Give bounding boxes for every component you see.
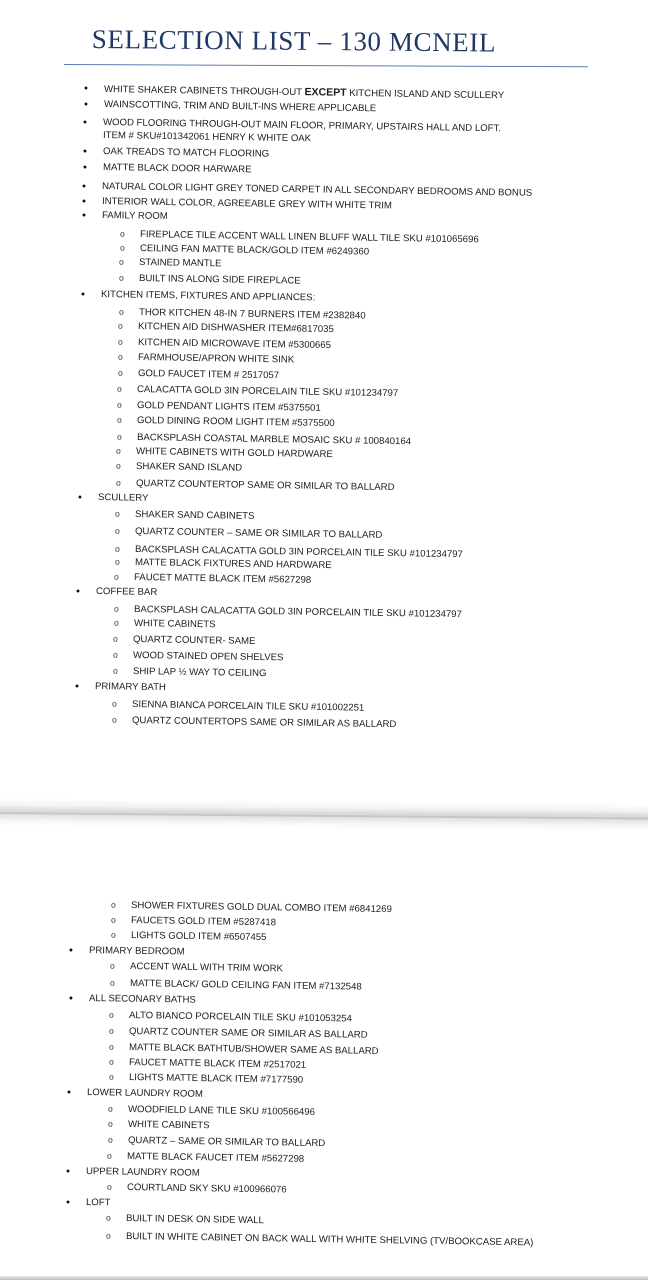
item-text: NATURAL COLOR LIGHT GREY TONED CARPET IN ALL SECONDARY BEDROOMS AND BONUS — [102, 181, 533, 199]
sub-list-item — [127, 1151, 304, 1166]
item-text: WOOD FLOORING THROUGH-OUT MAIN FLOOR, PRIMARY, UPSTAIRS HALL AND LOFT. — [103, 117, 502, 135]
list-item — [96, 586, 157, 599]
sub-list-item — [133, 650, 284, 664]
sub-list-item — [131, 900, 392, 916]
item-text: WOODFIELD LANE TILE SKU #100566496 — [127, 1104, 316, 1118]
sub-list-item — [136, 461, 242, 475]
item-text: BUILT IN WHITE CABINET ON BACK WALL WITH WHITE SHELVING (TV/BOOKCASE AREA) — [126, 1231, 534, 1249]
sub-list-item — [129, 1057, 306, 1072]
title-underline — [64, 64, 588, 67]
item-text: SHAKER SAND CABINETS — [135, 509, 255, 522]
item-text: MATTE BLACK BATHTUB/SHOWER SAME AS BALLARD — [128, 1042, 379, 1057]
list-item — [86, 1197, 111, 1209]
item-text: GOLD FAUCET ITEM # 2517057 — [137, 368, 279, 382]
item-text: QUARTZ COUNTER – SAME OR SIMILAR TO BALLARD — [135, 526, 383, 541]
item-text: BUILT INS ALONG SIDE FIREPLACE — [138, 273, 301, 287]
item-text: FAMILY ROOM — [101, 210, 168, 223]
sub-list-item — [138, 307, 365, 323]
list-item — [101, 289, 315, 304]
item-text: KITCHEN AID DISHWASHER ITEM#6817035 — [138, 321, 335, 336]
item-text: PRIMARY BATH — [94, 681, 166, 694]
sub-list-item — [139, 257, 222, 270]
sub-list-item — [135, 526, 383, 542]
sub-list-item — [130, 930, 266, 944]
sub-list-item — [130, 978, 362, 994]
sub-list-item — [128, 1104, 315, 1119]
list-item — [86, 1166, 200, 1180]
list-item — [89, 993, 196, 1007]
sub-list-item — [133, 666, 267, 680]
list-item — [104, 99, 376, 115]
item-text: SHOWER FIXTURES GOLD DUAL COMBO ITEM #6841269 — [130, 900, 392, 916]
item-text: THOR KITCHEN 48-IN 7 BURNERS ITEM #2382840 — [138, 307, 366, 322]
sub-list-item — [135, 509, 255, 523]
sub-list-item — [132, 699, 364, 715]
item-text: QUARTZ – SAME OR SIMILAR TO BALLARD — [127, 1135, 325, 1150]
item-text: STAINED MANTLE — [139, 257, 222, 270]
sub-list-item — [138, 352, 294, 366]
item-text: ALL SECONARY BATHS — [88, 993, 196, 1006]
item-text: SHIP LAP ½ WAY TO CEILING — [132, 666, 267, 680]
item-text: MATTE BLACK FAUCET ITEM #5627298 — [127, 1151, 305, 1165]
sub-list-item — [136, 446, 333, 461]
item-text: WAINSCOTTING, TRIM AND BUILT-INS WHERE APPLICABLE — [103, 99, 377, 115]
item-text: BACKSPLASH COASTAL MARBLE MOSAIC SKU # 100840164 — [136, 432, 411, 448]
sub-list-item — [129, 1042, 379, 1058]
item-text: BACKSPLASH CALACATTA GOLD 3IN PORCELAIN TILE SKU #101234797 — [133, 604, 462, 621]
sub-list-item — [126, 1231, 534, 1249]
item-text: FARMHOUSE/APRON WHITE SINK — [137, 352, 295, 366]
list-item — [103, 162, 252, 176]
sub-list-item — [139, 273, 301, 288]
item-text: QUARTZ COUNTER SAME OR SIMILAR AS BALLARD — [129, 1026, 368, 1041]
item-text: LIGHTS MATTE BLACK ITEM #7177590 — [128, 1072, 303, 1086]
item-text: UPPER LAUNDRY ROOM — [86, 1166, 200, 1179]
sub-list-item — [134, 618, 216, 631]
sub-list-item — [137, 384, 398, 400]
list-item — [103, 146, 269, 161]
item-text: WOOD STAINED OPEN SHELVES — [133, 650, 284, 664]
item-text: FAUCETS GOLD ITEM #5287418 — [130, 915, 276, 929]
sub-list-item — [128, 1072, 302, 1087]
item-text: FAUCET MATTE BLACK ITEM #2517021 — [128, 1057, 306, 1071]
sub-list-item — [137, 415, 335, 430]
item-text: MATTE BLACK FIXTURES AND HARDWARE — [134, 557, 332, 572]
list-item — [87, 1087, 203, 1101]
sub-list-item — [138, 337, 331, 352]
sub-list-item — [132, 715, 397, 731]
item-text: SHAKER SAND ISLAND — [136, 461, 243, 474]
item-text: GOLD PENDANT LIGHTS ITEM #5375501 — [136, 400, 321, 414]
item-text: QUARTZ COUNTERTOPS SAME OR SIMILAR AS BALLARD — [132, 715, 397, 731]
item-text: INTERIOR WALL COLOR, AGREEABLE GREY WITH WHITE TRIM — [102, 196, 393, 212]
sub-list-item — [130, 961, 283, 975]
item-text-continued: KITCHEN ISLAND AND SCULLERY — [349, 87, 505, 102]
item-text: LOFT — [85, 1197, 111, 1209]
item-text: GOLD DINING ROOM LIGHT ITEM #5375500 — [136, 415, 335, 430]
item-text: BACKSPLASH CALACATTA GOLD 3IN PORCELAIN TILE SKU #101234797 — [134, 544, 463, 561]
sub-list-item — [127, 1135, 324, 1150]
sub-list-item — [128, 1119, 210, 1132]
item-text: CALACATTA GOLD 3IN PORCELAIN TILE SKU #101234797 — [137, 384, 399, 400]
sub-list-item — [135, 557, 332, 572]
list-item — [98, 492, 149, 505]
item-text: QUARTZ COUNTERTOP SAME OR SIMILAR TO BALLARD — [135, 478, 395, 494]
item-text: OAK TREADS TO MATCH FLOORING — [102, 146, 270, 160]
item-text: ACCENT WALL WITH TRIM WORK — [130, 961, 284, 975]
list-item — [95, 681, 166, 694]
item-text: MATTE BLACK DOOR HARWARE — [102, 162, 252, 176]
item-text: LIGHTS GOLD ITEM #6507455 — [130, 930, 267, 944]
item-text: KITCHEN ITEMS, FIXTURES AND APPLIANCES: — [100, 289, 316, 304]
item-text: ITEM # SKU#101342061 HENRY K WHITE OAK — [103, 130, 312, 145]
sub-list-item — [139, 243, 368, 259]
item-text: ALTO BIANCO PORCELAIN TILE SKU #101053254 — [129, 1010, 353, 1025]
item-text: MATTE BLACK/ GOLD CEILING FAN ITEM #7132548 — [129, 978, 362, 993]
item-text: SIENNA BIANCA PORCELAIN TILE SKU #101002251 — [132, 699, 365, 714]
item-text: SCULLERY — [97, 492, 149, 504]
item-text: COFFEE BAR — [96, 586, 158, 598]
document-title: SELECTION LIST – 130 MCNEIL — [91, 24, 497, 58]
bottom-page-edge — [0, 1276, 648, 1280]
sub-list-item — [138, 321, 334, 336]
item-text: COURTLAND SKY SKU #100966076 — [126, 1182, 287, 1196]
sub-list-item — [136, 478, 395, 494]
item-text: WHITE SHAKER CABINETS THROUGH-OUT — [103, 84, 302, 99]
item-text: BUILT IN DESK ON SIDE WALL — [126, 1213, 265, 1227]
sub-list-item — [129, 1026, 368, 1042]
sub-list-item — [133, 634, 256, 648]
item-text: LOWER LAUNDRY ROOM — [87, 1087, 204, 1100]
sub-list-item — [134, 572, 311, 587]
item-text: KITCHEN AID MICROWAVE ITEM #5300665 — [137, 337, 332, 352]
item-text: CEILING FAN MATTE BLACK/GOLD ITEM #6249360 — [139, 243, 369, 258]
list-item — [89, 945, 185, 959]
sub-list-item — [129, 1010, 352, 1025]
item-text: WHITE CABINETS — [127, 1119, 210, 1132]
item-text: QUARTZ COUNTER- SAME — [133, 634, 256, 647]
sub-list-item — [127, 1182, 287, 1197]
sub-list-item — [126, 1213, 264, 1227]
sub-list-item — [137, 368, 278, 382]
item-text: WHITE CABINETS WITH GOLD HARDWARE — [136, 446, 334, 461]
item-text: PRIMARY BEDROOM — [89, 945, 186, 958]
list-item — [103, 130, 311, 145]
item-text: FIREPLACE TILE ACCENT WALL LINEN BLUFF WALL TILE SKU #101065696 — [139, 229, 479, 246]
item-text: FAUCET MATTE BLACK ITEM #5627298 — [134, 572, 312, 586]
emphasis-text: EXCEPT — [304, 86, 347, 99]
sub-list-item — [131, 915, 276, 929]
list-item — [102, 210, 168, 223]
sub-list-item — [137, 400, 321, 415]
item-text: WHITE CABINETS — [133, 618, 216, 631]
